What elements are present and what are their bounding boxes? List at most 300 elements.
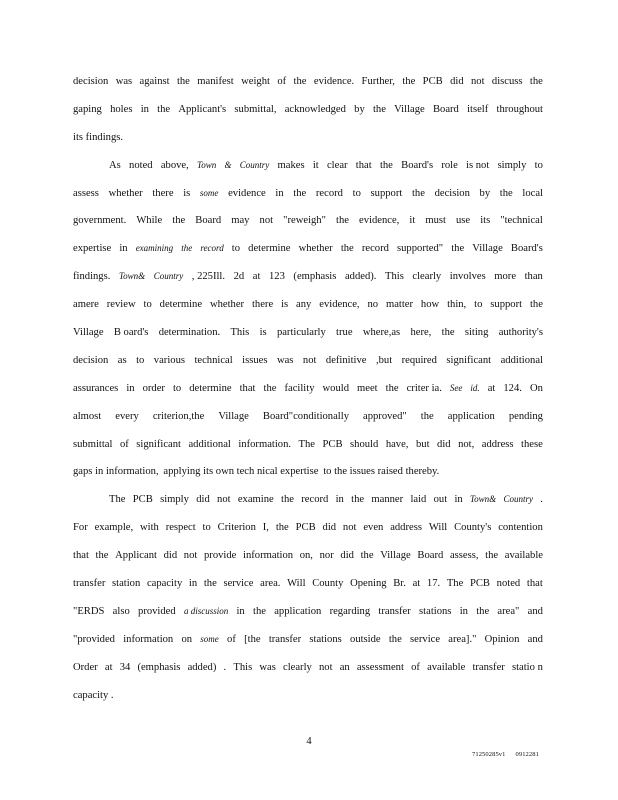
italic-word: Town — [197, 159, 217, 170]
word: 124. — [503, 382, 522, 394]
word: use — [456, 215, 471, 227]
word: makes — [277, 159, 305, 171]
word: station — [112, 578, 141, 590]
word: where,as — [362, 327, 401, 339]
word: not — [217, 494, 231, 506]
word: role — [441, 159, 458, 171]
word: evidence. — [313, 76, 355, 87]
text-line — [73, 263, 543, 291]
word: and — [527, 633, 543, 645]
word: Board's — [401, 159, 434, 171]
word: manifest — [197, 76, 234, 87]
word: not — [318, 661, 333, 673]
word: manner — [371, 494, 404, 506]
word: on — [181, 633, 193, 645]
word: Board — [432, 103, 459, 115]
word: additional — [188, 438, 231, 450]
word: is — [183, 187, 191, 199]
word: area]." — [448, 633, 477, 645]
word: would — [322, 382, 349, 394]
word: how — [420, 299, 440, 311]
word: in — [140, 103, 149, 115]
word: acknowledged — [284, 103, 346, 115]
word: transfer — [73, 578, 106, 590]
word: determine — [248, 243, 291, 255]
word: area" — [497, 605, 520, 617]
word: examine — [237, 494, 274, 506]
word: the — [441, 327, 455, 339]
word: matter — [385, 299, 414, 311]
word: capacity . — [73, 689, 114, 701]
word: PCB — [132, 494, 153, 506]
italic-word: some — [200, 633, 219, 644]
word: significant — [136, 438, 181, 450]
italic-word: a discussion — [183, 605, 229, 616]
word: the — [485, 550, 499, 562]
word: PCB — [322, 438, 343, 450]
word: stations — [419, 605, 452, 617]
word: amere — [73, 299, 99, 311]
word: the — [385, 382, 399, 394]
word: information — [243, 550, 294, 562]
word: at — [487, 382, 496, 394]
word: was — [276, 354, 294, 366]
word: the — [420, 410, 434, 422]
text-line — [73, 124, 543, 152]
word: technical — [194, 354, 233, 366]
word: Opening — [350, 578, 387, 590]
word: not — [302, 354, 317, 366]
word: the — [253, 605, 266, 617]
word: at — [104, 661, 113, 673]
word: review — [106, 299, 136, 311]
word: siting — [464, 327, 489, 339]
word: there — [152, 187, 174, 199]
word: added). — [344, 271, 377, 283]
word: noted — [496, 578, 521, 590]
word: than — [524, 271, 543, 283]
word: the — [176, 76, 190, 87]
word: , 225Ill. — [191, 271, 226, 283]
word: assurances — [73, 382, 119, 394]
word: example, — [94, 522, 134, 534]
word: support — [370, 187, 403, 199]
word: Village — [394, 103, 425, 115]
word: throughout — [496, 103, 543, 115]
word: itself — [467, 103, 489, 115]
word: application — [447, 410, 495, 422]
word: The — [446, 578, 464, 590]
word: these — [521, 438, 543, 450]
word: available — [504, 550, 543, 562]
text-line — [73, 458, 543, 486]
word: no — [367, 299, 379, 311]
word: Village — [73, 327, 104, 339]
word: Opinion — [484, 633, 520, 645]
word: not, — [458, 438, 475, 450]
word: "provided — [73, 633, 115, 645]
word: clear — [326, 159, 348, 171]
word: whether — [298, 243, 333, 255]
word: PCB — [469, 578, 490, 590]
italic-word: & — [224, 159, 232, 170]
word: should — [350, 438, 379, 450]
word: is — [259, 327, 267, 339]
word: decision — [73, 76, 109, 87]
word: Board — [195, 215, 222, 227]
word: "technical — [500, 215, 543, 227]
word: to — [474, 299, 483, 311]
word: provided — [138, 605, 176, 617]
word: additional — [500, 354, 543, 366]
word: . — [223, 661, 227, 673]
word: supported" — [397, 243, 444, 255]
word: of — [277, 76, 287, 87]
word: to — [136, 354, 145, 366]
word: particularly — [276, 327, 326, 339]
word: at — [412, 578, 421, 590]
word: authority's — [498, 327, 543, 339]
word: by — [354, 103, 365, 115]
word: the — [293, 76, 307, 87]
word: applying its own tech nical expertise — [163, 466, 319, 478]
word: did — [437, 438, 451, 450]
word: laid — [410, 494, 427, 506]
word: This — [230, 327, 250, 339]
word: determine — [189, 382, 232, 394]
text-line — [73, 598, 543, 626]
word: 34 — [119, 661, 131, 673]
word: every — [115, 410, 139, 422]
word: in — [236, 605, 245, 617]
word: the — [372, 103, 386, 115]
word: order — [142, 382, 165, 394]
word: record — [361, 243, 389, 255]
word: pending — [508, 410, 543, 422]
word: support — [490, 299, 523, 311]
word: here, — [410, 327, 432, 339]
word: holes — [110, 103, 133, 115]
word: address — [481, 438, 514, 450]
word: whether — [209, 299, 245, 311]
word: Board"conditionally — [262, 410, 349, 422]
word: information. — [238, 438, 292, 450]
word: PCB — [422, 76, 443, 87]
word: determine — [159, 299, 203, 311]
word: assessment — [356, 661, 404, 673]
word: to the issues raised thereby. — [323, 466, 440, 478]
word: ,but — [375, 354, 393, 366]
word: that — [239, 382, 256, 394]
word: the — [451, 243, 465, 255]
word: did — [196, 494, 210, 506]
text-line — [73, 235, 543, 263]
word: of — [119, 438, 129, 450]
text-line — [73, 347, 543, 375]
italic-word: examining — [135, 243, 174, 254]
word: did — [163, 550, 178, 562]
word: any — [296, 299, 312, 311]
word: the — [340, 243, 354, 255]
word: noted — [129, 159, 153, 171]
word: various — [153, 354, 185, 366]
word: This — [385, 271, 404, 283]
word: clearly — [283, 661, 312, 673]
word: the — [293, 187, 307, 199]
word: simply — [160, 494, 189, 506]
word: more — [494, 271, 517, 283]
word: weight — [241, 76, 270, 87]
word: the — [203, 578, 217, 590]
word: almost — [73, 410, 102, 422]
word: the — [172, 215, 186, 227]
text-line — [73, 319, 543, 347]
word: criter ia. — [406, 382, 442, 394]
word: added) — [187, 661, 217, 673]
word: out — [433, 494, 448, 506]
word: regarding — [329, 605, 371, 617]
word: in — [119, 243, 128, 255]
word: but — [415, 438, 430, 450]
word: to — [534, 159, 543, 171]
text-line — [73, 486, 543, 514]
italic-word: some — [199, 187, 219, 198]
word: and — [527, 605, 543, 617]
word: address — [390, 522, 422, 534]
word: simply — [497, 159, 527, 171]
word: assess, — [449, 550, 479, 562]
word: evidence, — [319, 299, 360, 311]
word: (emphasis — [137, 661, 181, 673]
word: Applicant — [115, 550, 157, 562]
word: whether — [108, 187, 143, 199]
doc-id-number: 71250285v1 — [472, 751, 506, 758]
word: "reweigh" — [283, 215, 326, 227]
word: that — [355, 159, 372, 171]
word: definitive — [325, 354, 367, 366]
word: outside — [350, 633, 381, 645]
word: as — [117, 354, 127, 366]
word: even — [363, 522, 384, 534]
text-line — [73, 291, 543, 319]
word: findings. — [73, 271, 111, 283]
word: Applicant's — [178, 103, 227, 115]
page-number: 4 — [306, 736, 312, 747]
italic-word: Country — [153, 271, 184, 282]
word: the — [529, 76, 543, 87]
word: is — [281, 299, 289, 311]
word: not — [471, 76, 485, 87]
text-line — [73, 180, 543, 208]
word: to — [143, 299, 152, 311]
word: may — [231, 215, 250, 227]
word: criterion,the — [152, 410, 205, 422]
word: meet — [357, 382, 378, 394]
word: significant — [446, 354, 492, 366]
word: As — [109, 159, 121, 171]
word: above, — [160, 159, 189, 171]
text-line — [73, 654, 543, 682]
word: issues — [242, 354, 268, 366]
word: facility — [284, 382, 315, 394]
word: 2d — [233, 271, 245, 283]
word: did — [450, 76, 464, 87]
word: the — [499, 187, 513, 199]
word: to — [231, 243, 241, 255]
word: County — [312, 578, 344, 590]
word: of — [227, 633, 236, 645]
word: Village — [218, 410, 249, 422]
word: the — [379, 159, 393, 171]
word: the — [402, 76, 416, 87]
word: local — [522, 187, 543, 199]
word: PCB — [295, 522, 316, 534]
doc-code: 0912281 — [515, 751, 539, 758]
word: in — [335, 494, 344, 506]
word: the — [95, 550, 109, 562]
word: in — [454, 494, 463, 506]
italic-word: Country — [239, 159, 270, 170]
word: determination. — [158, 327, 221, 339]
word: The — [109, 494, 126, 506]
word: [the — [244, 633, 261, 645]
word: have, — [385, 438, 409, 450]
word: 123 — [268, 271, 285, 283]
word: record — [301, 494, 329, 506]
word: the — [281, 494, 294, 506]
italic-word: Town& — [469, 494, 497, 505]
word: approved" — [363, 410, 407, 422]
word: gaping — [73, 103, 102, 115]
word: Board — [417, 550, 444, 562]
word: the — [275, 522, 289, 534]
word: The — [298, 438, 316, 450]
word: required — [401, 354, 437, 366]
word: did — [340, 550, 354, 562]
text-line — [73, 152, 543, 180]
word: This — [233, 661, 253, 673]
text-line — [73, 570, 543, 598]
word: expertise — [73, 243, 112, 255]
word: I, — [262, 522, 269, 534]
word: the — [388, 633, 402, 645]
word: the — [360, 550, 374, 562]
word: must — [425, 215, 446, 227]
word: transfer — [378, 605, 411, 617]
word: service — [410, 633, 441, 645]
word: Criterion — [217, 522, 256, 534]
word: assess — [73, 187, 99, 199]
document-identifier — [472, 751, 539, 758]
word: did — [322, 522, 337, 534]
word: respect — [165, 522, 196, 534]
italic-word: the — [181, 243, 193, 254]
word: Will — [428, 522, 448, 534]
word: of — [411, 661, 420, 673]
word: at — [252, 271, 261, 283]
word: the — [411, 187, 425, 199]
word: not — [342, 522, 357, 534]
word: decision — [434, 187, 470, 199]
word: provide — [204, 550, 237, 562]
word: record — [315, 187, 343, 199]
word: On — [529, 382, 543, 394]
word: Village — [380, 550, 411, 562]
text-line — [73, 207, 543, 235]
word: that — [526, 578, 543, 590]
word: involves — [449, 271, 486, 283]
word: with — [139, 522, 159, 534]
text-line — [73, 403, 543, 431]
word: transfer — [268, 633, 302, 645]
word: . — [540, 494, 543, 506]
word: on, — [299, 550, 313, 562]
word: the — [476, 605, 490, 617]
word: the — [263, 382, 277, 394]
word: 17. — [426, 578, 441, 590]
word: transfer — [472, 661, 505, 673]
word: its — [480, 215, 491, 227]
italic-word: Town& — [118, 271, 146, 282]
word: the — [157, 103, 171, 115]
word: by — [479, 187, 491, 199]
word: was — [115, 76, 133, 87]
word: information — [123, 633, 174, 645]
word: nor — [319, 550, 334, 562]
word: Board's — [510, 243, 543, 255]
word: County's — [454, 522, 492, 534]
word: to — [352, 187, 361, 199]
italic-word: See — [449, 382, 463, 393]
word: For — [73, 522, 88, 534]
word: evidence — [228, 187, 266, 199]
word: clearly — [412, 271, 442, 283]
word: service — [223, 578, 254, 590]
word: evidence, — [359, 215, 400, 227]
word: Village — [472, 243, 503, 255]
word: was — [259, 661, 276, 673]
word: submittal, — [234, 103, 277, 115]
word: gaps in information, — [73, 466, 159, 478]
word: stations — [309, 633, 342, 645]
word: that — [73, 550, 89, 562]
text-line — [73, 682, 543, 710]
word: is not — [466, 159, 490, 171]
word: in — [188, 578, 198, 590]
word: Order — [73, 661, 98, 673]
text-line — [73, 542, 543, 570]
word: its findings. — [73, 131, 124, 143]
word: thin, — [447, 299, 467, 311]
text-line — [73, 68, 543, 96]
word: (emphasis — [293, 271, 337, 283]
word: Will — [287, 578, 306, 590]
word: Further, — [361, 76, 395, 87]
word: in — [126, 382, 135, 394]
text-line — [73, 514, 543, 542]
word: submittal — [73, 438, 113, 450]
word: statio n — [511, 661, 543, 673]
word: decision — [73, 354, 109, 366]
word: the — [336, 215, 349, 227]
text-line — [73, 626, 543, 654]
word: capacity — [146, 578, 183, 590]
word: to — [172, 382, 182, 394]
word: available — [427, 661, 466, 673]
word: area. — [260, 578, 281, 590]
word: government. — [73, 215, 127, 227]
word: the — [529, 299, 543, 311]
